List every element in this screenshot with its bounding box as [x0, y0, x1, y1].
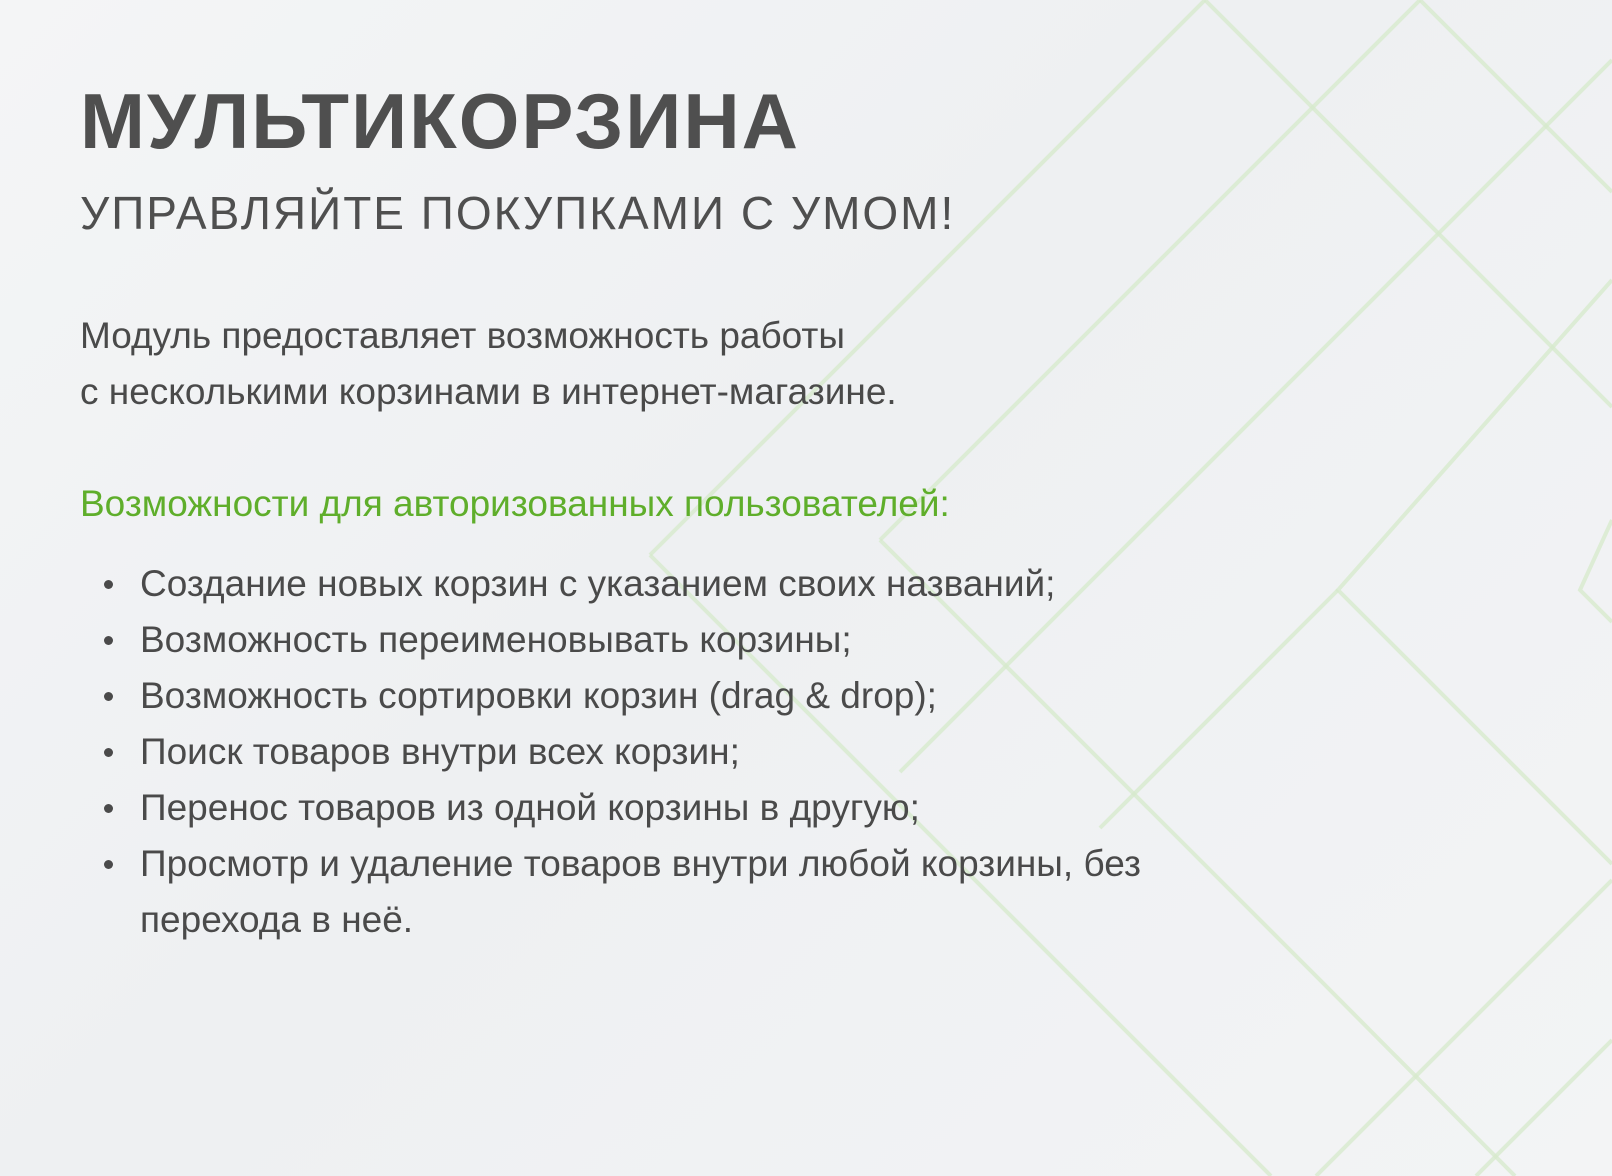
bullet-icon — [104, 636, 113, 645]
decor-line — [1580, 520, 1612, 622]
feature-text: Просмотр и удаление товаров внутри любой корзины, без перехода в неё. — [140, 843, 1141, 940]
features-heading: Возможности для авторизованных пользователей: — [80, 483, 950, 524]
feature-item — [80, 556, 1280, 612]
decor-line — [1476, 1040, 1612, 1176]
feature-text: Создание новых корзин с указанием своих названий; — [140, 563, 1056, 604]
feature-text: Возможность сортировки корзин (drag & drop); — [140, 675, 937, 716]
feature-item — [80, 780, 1280, 836]
feature-text: Возможность переименовывать корзины; — [140, 619, 852, 660]
bullet-icon — [104, 748, 113, 757]
bullet-icon — [104, 804, 113, 813]
bullet-icon — [104, 580, 113, 589]
description-line: Модуль предоставляет возможность работы — [80, 315, 845, 356]
feature-item — [80, 612, 1280, 668]
decor-line — [1420, 0, 1612, 192]
page-title: МУЛЬТИКОРЗИНА — [80, 77, 801, 165]
features-list — [80, 556, 1280, 948]
feature-item — [80, 836, 1280, 948]
description-line: с несколькими корзинами в интернет-магазине. — [80, 371, 897, 412]
banner-content — [80, 0, 1280, 1176]
feature-text: Поиск товаров внутри всех корзин; — [140, 731, 740, 772]
feature-item — [80, 668, 1280, 724]
decor-line — [1316, 880, 1612, 1176]
page-subtitle: УПРАВЛЯЙТЕ ПОКУПКАМИ С УМОМ! — [80, 187, 956, 239]
module-description — [80, 308, 1180, 420]
feature-text: Перенос товаров из одной корзины в другую; — [140, 787, 920, 828]
bullet-icon — [104, 860, 113, 869]
feature-item — [80, 724, 1280, 780]
bullet-icon — [104, 692, 113, 701]
